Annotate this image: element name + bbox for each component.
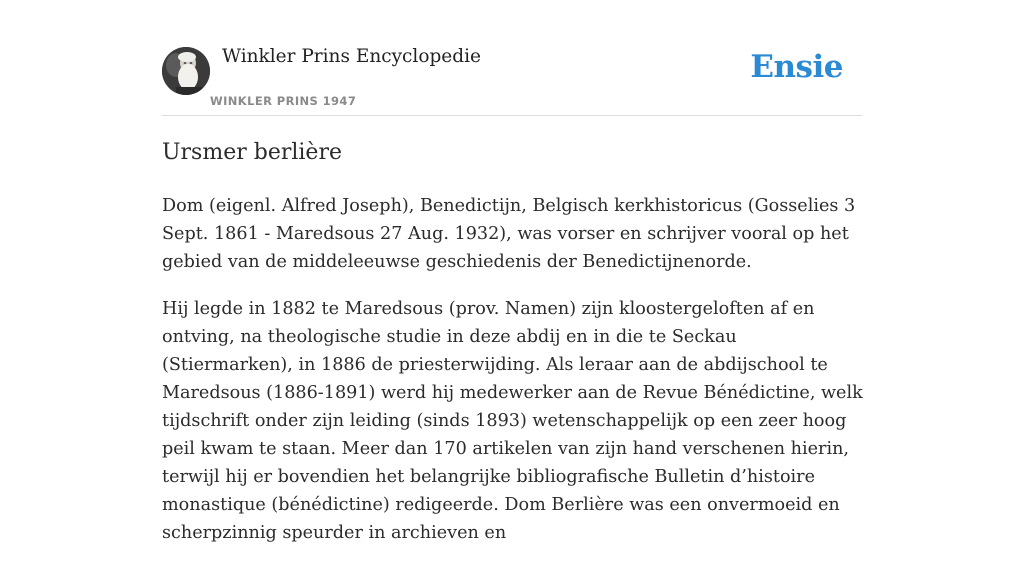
article-paragraph: Hij legde in 1882 te Maredsous (prov. Namen) zijn kloostergeloften af en ontving, na theologische studie in deze abdij en in die te Seckau (Stiermarken), in 1886 de priesterwijding. Als leraar aan de abdijschool te Maredsous (1886-1891) werd hij medewerker aan de Revue Bénédictine, welk tijdschrift onder zijn leiding (sinds 1893) wetenschappelijk op een zeer hoog peil kwam te staan. Meer dan 170 artikelen van zijn hand verschenen hierin, terwijl hij er bovendien het belangrijke bibliografische Bulletin d’histoire monastique (bénédictine) redigeerde. Dom Berlière was een onvermoeid en scherpzinnig speurder in archieven en [162, 299, 863, 543]
portrait-icon [162, 47, 210, 95]
ensie-logo-link[interactable]: Ensie [750, 49, 843, 85]
source-header [162, 0, 862, 116]
author-avatar[interactable] [162, 47, 210, 95]
page [162, 0, 863, 543]
source-title[interactable]: Winkler Prins Encyclopedie [222, 46, 481, 67]
article-paragraph: Dom (eigenl. Alfred Joseph), Benedictijn, Belgisch kerkhistoricus (Gosselies 3 Sept. 1861 - Maredsous 27 Aug. 1932), was vorser en schrijver vooral op het gebied van de middeleeuwse geschiedenis der Benedictijnenorde. [162, 196, 856, 272]
source-subtitle: WINKLER PRINS 1947 [210, 94, 357, 108]
article-title: Ursmer berlière [162, 140, 342, 165]
article-body [162, 192, 866, 566]
